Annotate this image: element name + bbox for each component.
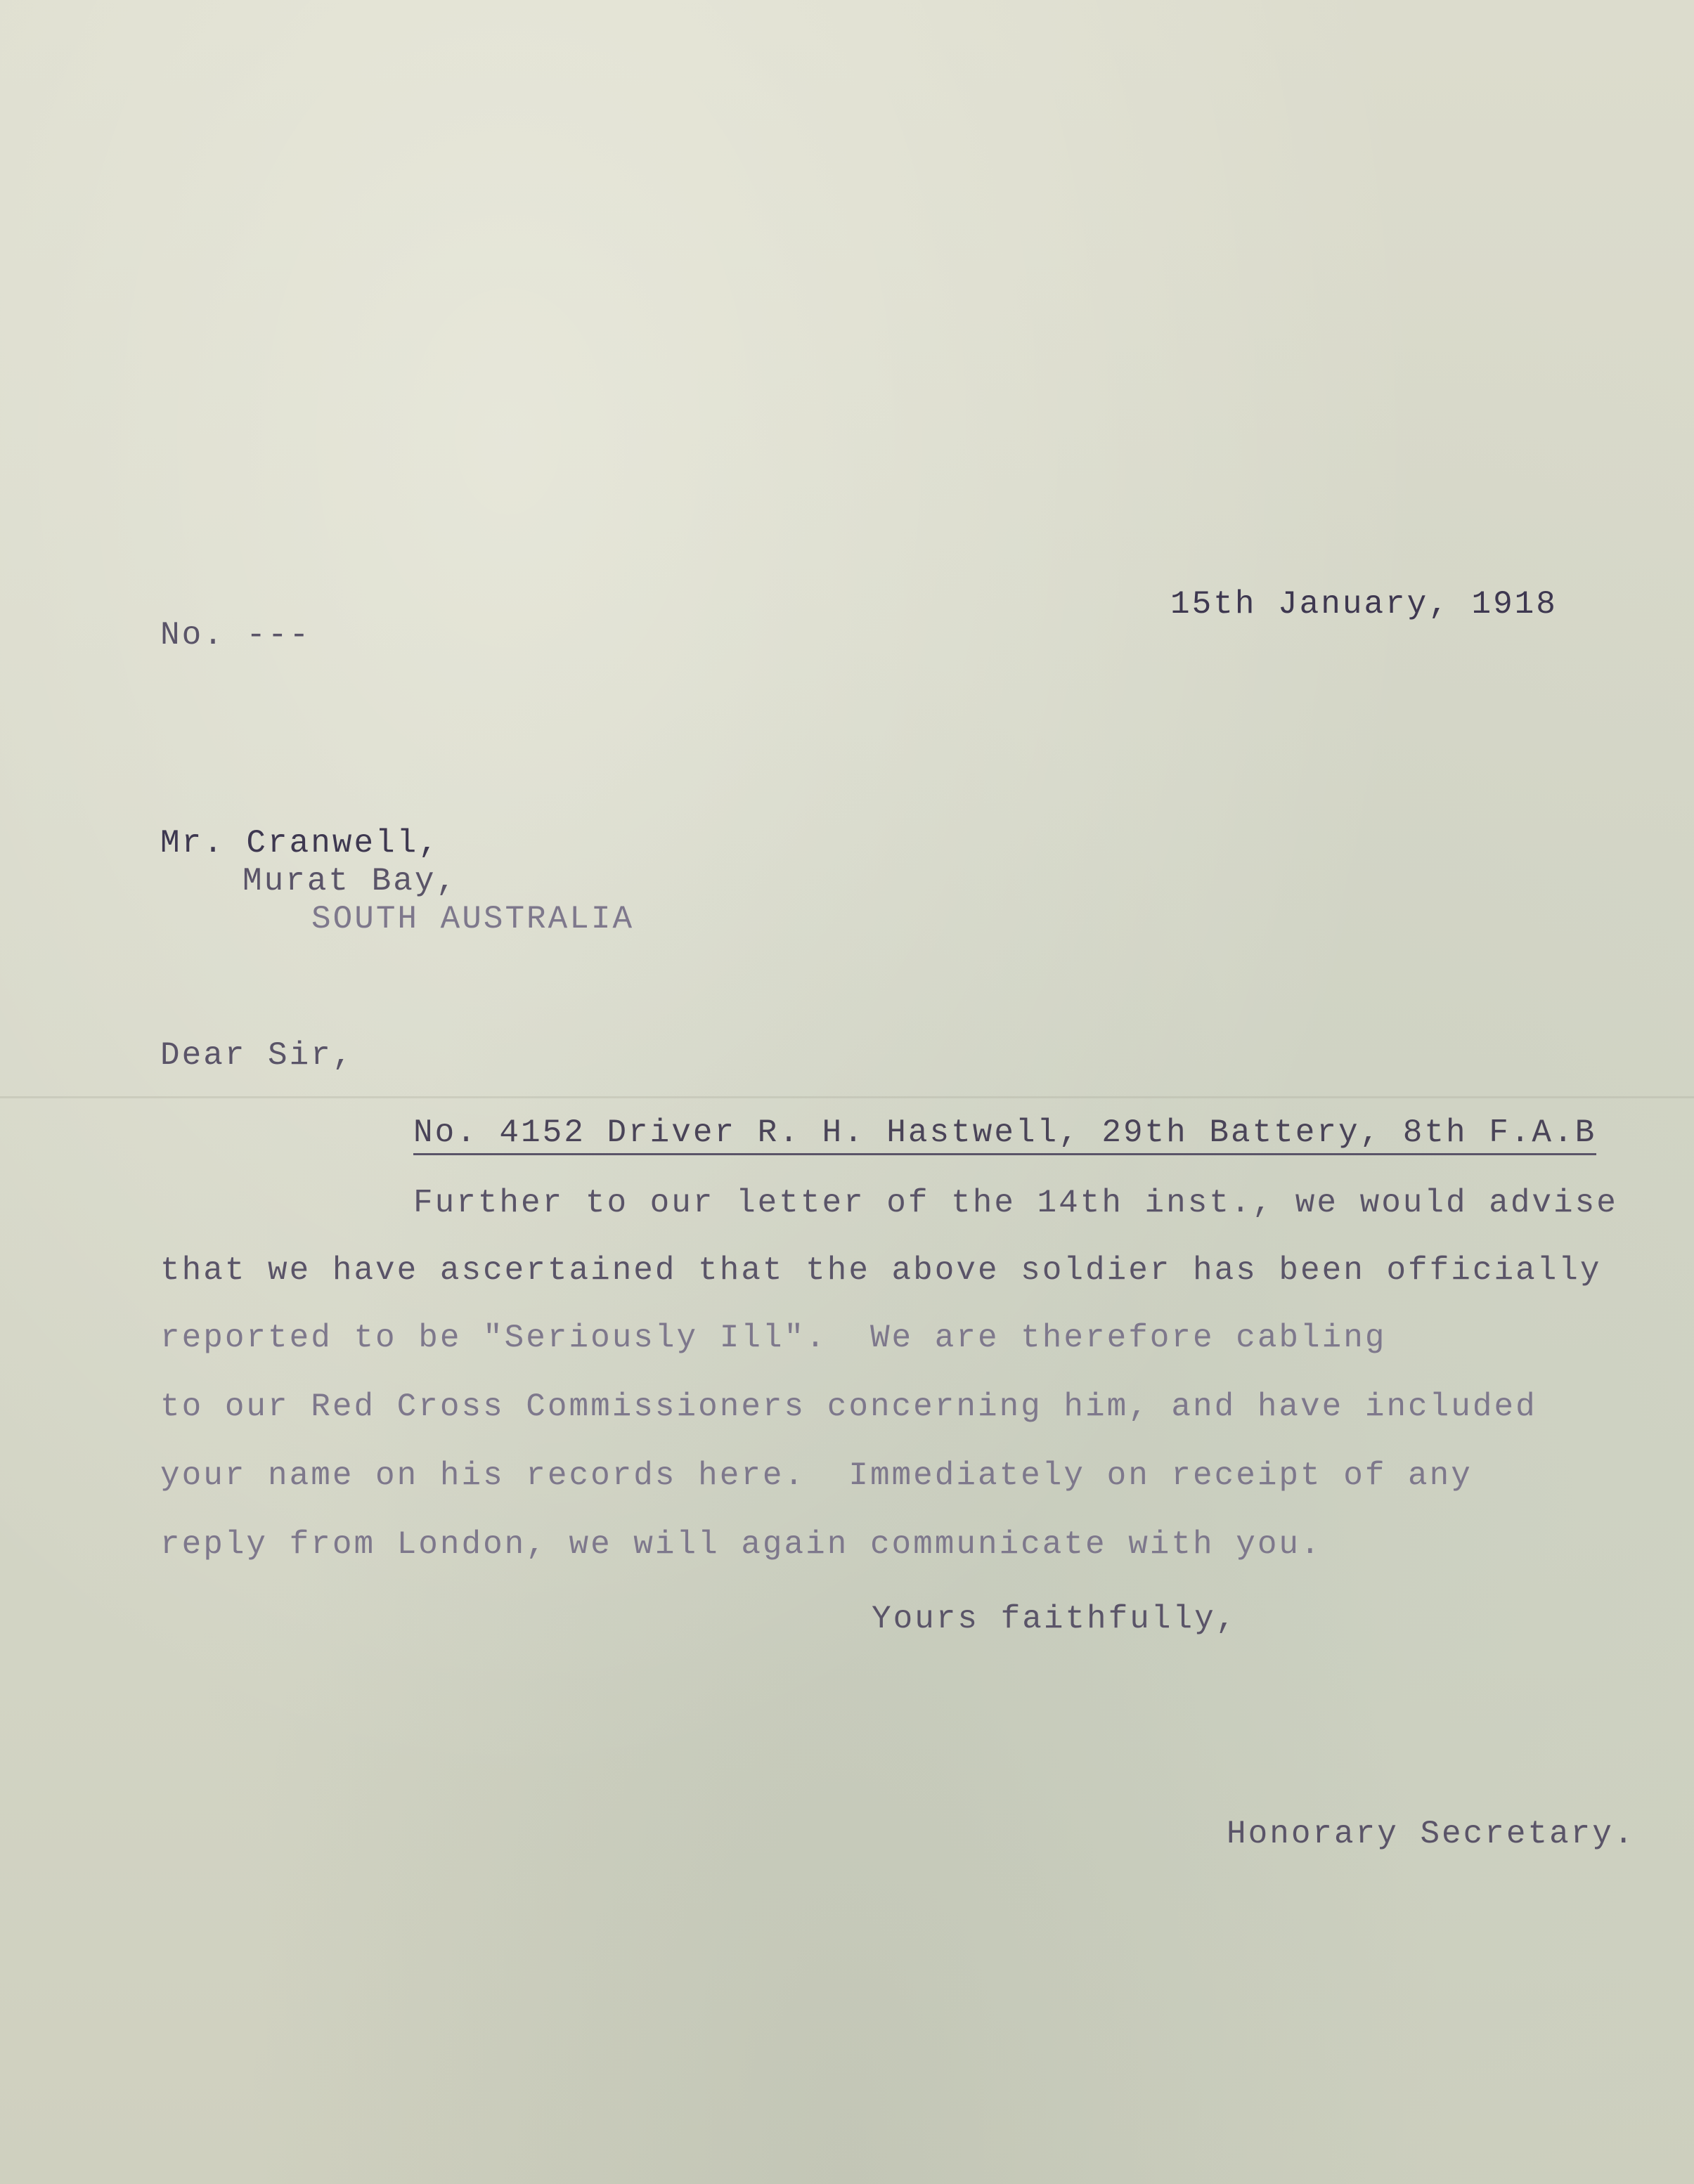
- closing: Yours faithfully,: [872, 1601, 1238, 1637]
- body-line: your name on his records here. Immediately on receipt of any: [160, 1457, 1473, 1494]
- letter-date: 15th January, 1918: [1170, 586, 1558, 623]
- body-line: to our Red Cross Commissioners concerning him, and have included: [160, 1389, 1537, 1425]
- reference-number: No. ---: [160, 617, 311, 654]
- recipient-name: Mr. Cranwell,: [160, 825, 440, 862]
- subject-line: No. 4152 Driver R. H. Hastwell, 29th Battery, 8th F.A.B: [413, 1114, 1596, 1155]
- paper-fold: [0, 1096, 1694, 1098]
- body-line: reported to be "Seriously Ill". We are therefore cabling: [160, 1320, 1387, 1356]
- recipient-address-line: SOUTH AUSTRALIA: [311, 901, 635, 937]
- body-line: Further to our letter of the 14th inst., we would advise: [413, 1185, 1618, 1221]
- salutation: Dear Sir,: [160, 1037, 354, 1074]
- body-line: that we have ascertained that the above soldier has been officially: [160, 1252, 1602, 1289]
- body-line: reply from London, we will again communicate with you.: [160, 1526, 1322, 1563]
- signature-title: Honorary Secretary.: [1227, 1816, 1636, 1852]
- recipient-address-line: Murat Bay,: [243, 863, 458, 899]
